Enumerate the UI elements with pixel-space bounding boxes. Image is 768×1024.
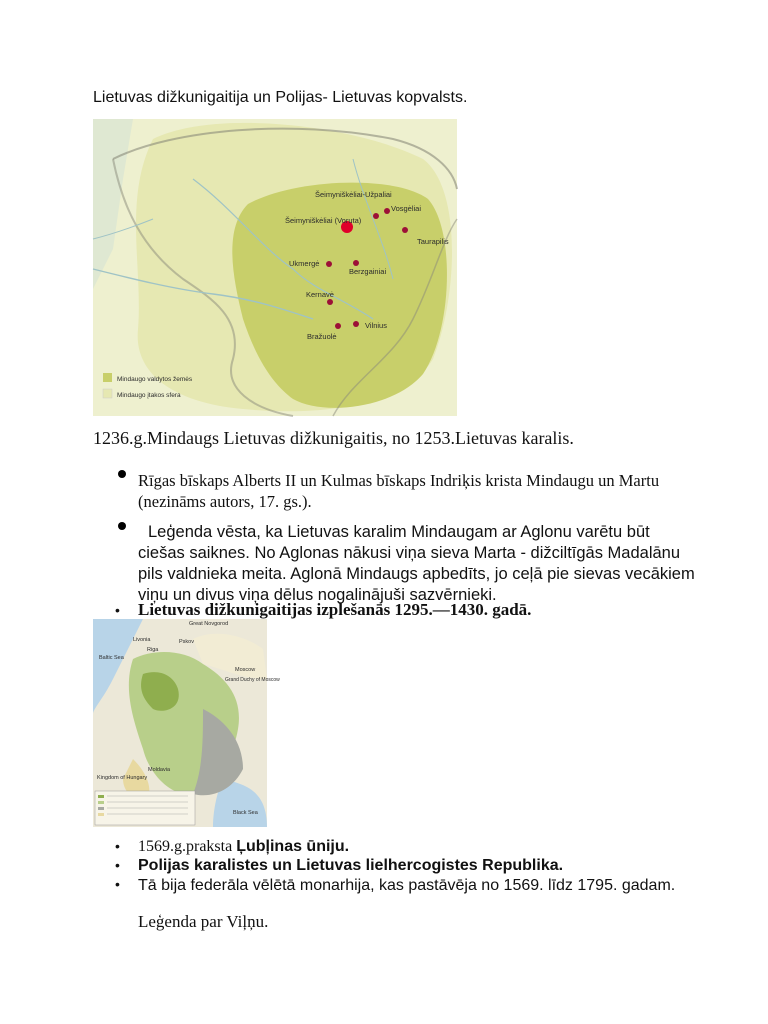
place-label: Kernavė: [306, 290, 334, 299]
map2-label: Livonia: [133, 637, 151, 643]
bullet-icon: [118, 522, 126, 530]
bullet-legend-aglona: Leģenda vēsta, ka Lietuvas karalim Mindaugam ar Aglonu varētu būt ciešas saiknes. No Aglonas nākusi viņa sieva Marta - dižciltīgās Madalānu pils valdnieka meita. Aglonā Mindaugs apbedīts, jo ceļā pie sievas vecākiem viņu un divus viņa dēlus nogalinājuši sazvērnieki.: [138, 523, 695, 604]
map2-label: Moscow: [235, 667, 256, 673]
map2-label: Pskov: [179, 639, 194, 645]
place-label: Ukmergė: [289, 259, 320, 268]
bullet-expansion: Lietuvas dižkunigaitijas izplešanās 1295.—1430. gadā.: [138, 600, 532, 619]
place-label: Vilnius: [365, 321, 387, 330]
map2-label: Baltic Sea: [99, 655, 124, 661]
list-item-lublin: 1569.g.praksta Ļubļinas ūniju.: [138, 838, 350, 855]
mindaugas-caption: 1236.g.Mindaugs Lietuvas dižkunigaitis, no 1253.Lietuvas karalis.: [93, 428, 574, 448]
bullet-baptism: Rīgas bīskaps Alberts II un Kulmas bīskaps Indriķis krista Mindaugu un Martu (nezināms autors, 17. gs.).: [138, 471, 660, 511]
legend-vilnius-heading: Leģenda par Viļņu.: [138, 912, 269, 931]
map2-label: Black Sea: [233, 810, 258, 816]
legend-item-influence: Mindaugo įtakos sfera: [117, 392, 181, 399]
list-item-republic: Polijas karalistes un Lietuvas lielhercogistes Republika.: [138, 857, 564, 874]
mindaugas-territory-map: [93, 119, 457, 416]
map2-label: Kingdom of Hungary: [97, 775, 148, 781]
map2-label: Riga: [147, 647, 159, 653]
map2-label: Grand Duchy of Moscow: [225, 677, 280, 683]
list-item-monarchy: Tā bija federāla vēlētā monarhija, kas pastāvēja no 1569. līdz 1795. gadam.: [138, 877, 676, 894]
place-label: Šeimyniškėliai-Užpaliai: [315, 190, 392, 199]
bullet-icon: •: [115, 838, 120, 854]
bullet-icon: •: [115, 602, 120, 618]
place-label: Taurapilis: [417, 237, 449, 246]
document-title: Lietuvas dižkunigaitija un Polijas- Lietuvas kopvalsts.: [93, 89, 468, 106]
bullet-icon: •: [115, 876, 120, 892]
legend-item-territory: Mindaugo valdytos žemės: [117, 376, 193, 383]
bullet-icon: [118, 470, 126, 478]
place-label: Bražuolė: [307, 332, 337, 341]
map2-label: Great Novgorod: [189, 621, 229, 627]
map2-label: Moldavia: [148, 767, 171, 773]
gdl-expansion-map: [93, 619, 280, 827]
place-label: Vosgėliai: [391, 204, 422, 213]
bullet-icon: •: [115, 857, 120, 873]
place-label: Berzgainiai: [349, 267, 387, 276]
place-label: Šeimyniškėliai (Voruta): [285, 216, 362, 225]
